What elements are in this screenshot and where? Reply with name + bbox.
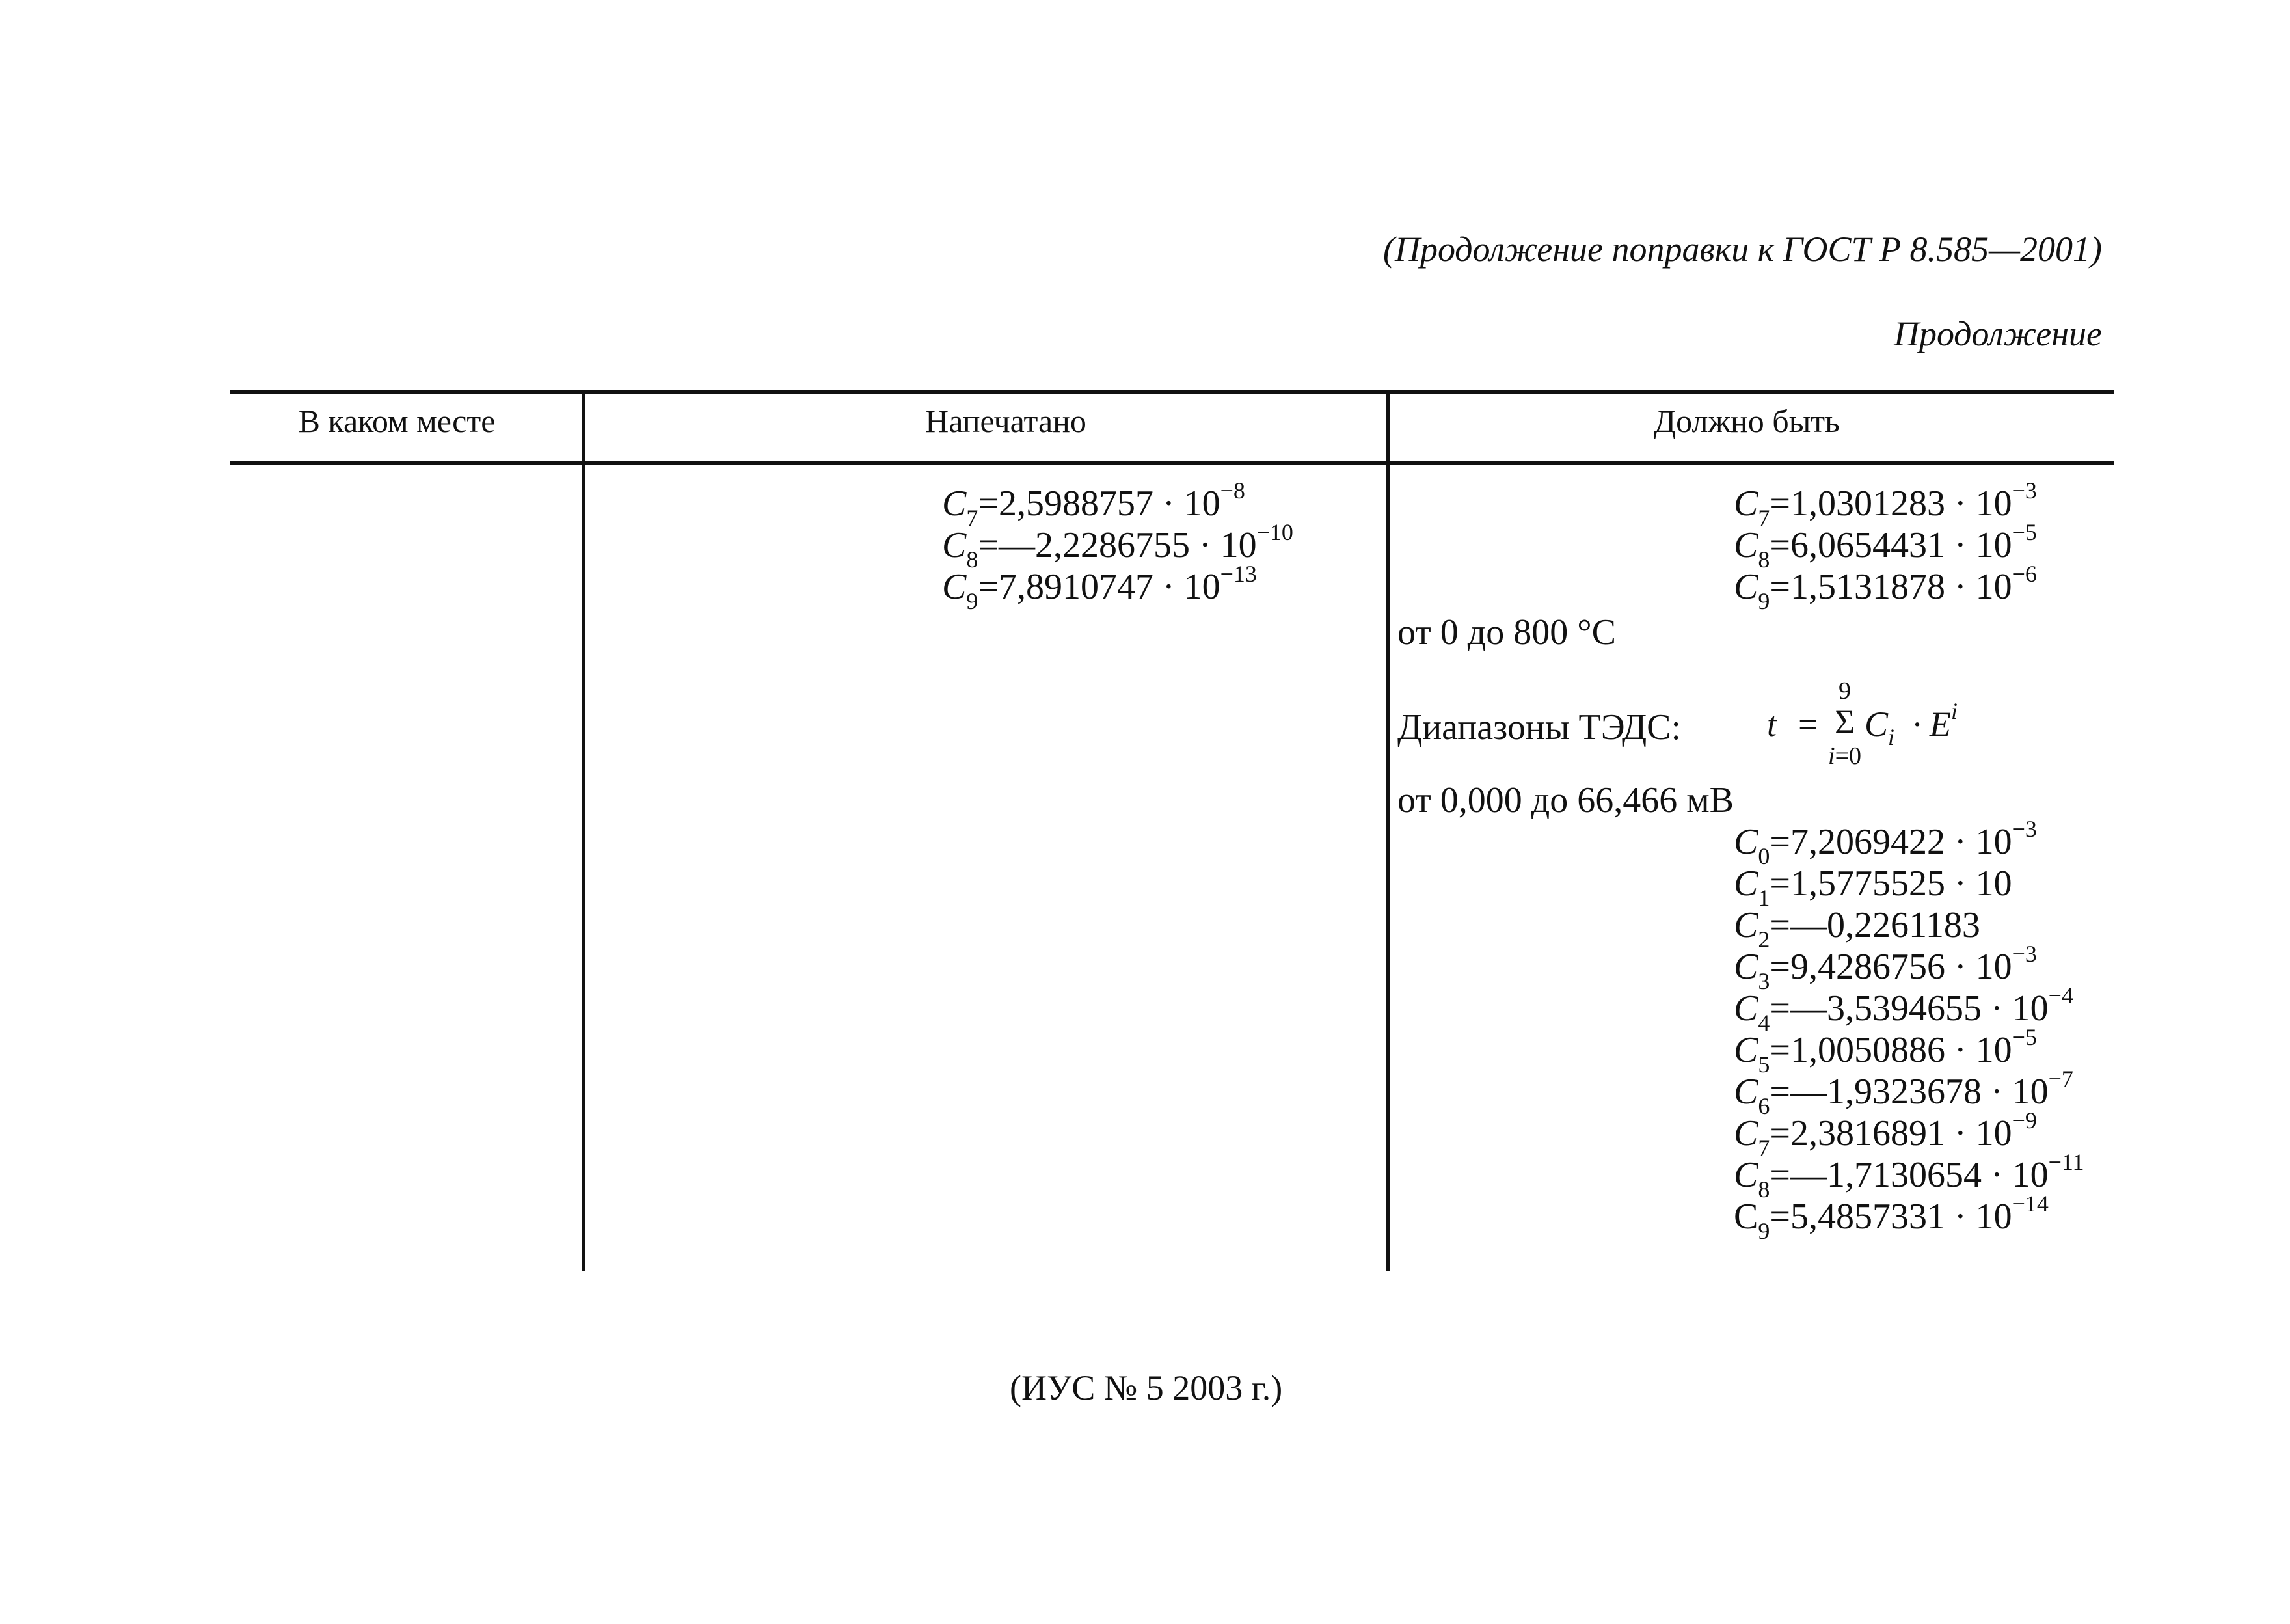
should-be-coefficient-c8b: $C_8=—1,7130654 \cdot 10^{-11}$ — [1734, 1149, 2084, 1202]
should-be-coefficient-c6: $C_6=—1,9323678 \cdot 10^{-7}$ — [1734, 1066, 2073, 1119]
column-header-printed: Напечатано — [925, 403, 1086, 439]
column-divider-2 — [1386, 390, 1390, 1271]
should-be-coefficient-c2: $C_2=—0,2261183$ — [1734, 905, 1980, 953]
should-be-coefficient-c3: $C_3=9,4286756 \cdot 10^{-3}$ — [1734, 941, 2037, 994]
page-header-title: (Продолжение поправки к ГОСТ Р 8.585—2001) — [1382, 230, 2102, 269]
continuation-label: Продолжение — [1893, 314, 2102, 353]
should-be-coefficient-c5: $C_5=1,0050886 \cdot 10^{-5}$ — [1734, 1024, 2037, 1077]
printed-coefficient-c8: $C_8=—2,2286755 \cdot 10^{-10}$ — [942, 519, 1293, 573]
footer-reference: (ИУС № 5 2003 г.) — [1010, 1368, 1283, 1407]
summation-formula: t = 9 Σ i=0 $C_i$ · $E^i$ — [1767, 677, 1958, 770]
should-be-coefficient-c1: $C_1=1,5775525 \cdot 10$ — [1734, 863, 2012, 911]
sigma-symbol: Σ — [1835, 702, 1855, 741]
column-header-should-be: Должно быть — [1654, 403, 1840, 439]
should-be-coefficient-c9: $C_9=1,5131878 \cdot 10^{-6}$ — [1734, 561, 2037, 614]
emf-ranges-label: Диапазоны ТЭДС: — [1397, 707, 1682, 748]
should-be-coefficient-c4: $C_4=—3,5394655 \cdot 10^{-4}$ — [1734, 982, 2073, 1036]
emf-range: от 0,000 до 66,466 мВ — [1397, 780, 1734, 820]
should-be-coefficient-c7b: $C_7=2,3816891 \cdot 10^{-9}$ — [1734, 1107, 2037, 1161]
column-divider-1 — [582, 390, 585, 1271]
should-be-coefficient-c7: $C_7=1,0301283 \cdot 10^{-3}$ — [1734, 478, 2037, 531]
printed-coefficient-c9: $C_9=7,8910747 \cdot 10^{-13}$ — [942, 561, 1257, 614]
should-be-coefficient-c0: $C_0=7,2069422 \cdot 10^{-3}$ — [1734, 816, 2037, 869]
table-top-rule — [230, 390, 2114, 394]
table-header-rule — [230, 461, 2114, 465]
temperature-range: от 0 до 800 °C — [1397, 612, 1616, 653]
should-be-coefficient-c8: $C_8=6,0654431 \cdot 10^{-5}$ — [1734, 519, 2037, 573]
printed-coefficient-c7: $C_7=2,5988757 \cdot 10^{-8}$ — [942, 478, 1245, 531]
column-header-location: В каком месте — [298, 403, 496, 439]
should-be-coefficient-c9b: $C_9=5,4857331 \cdot 10^{-14}$ — [1734, 1191, 2049, 1244]
